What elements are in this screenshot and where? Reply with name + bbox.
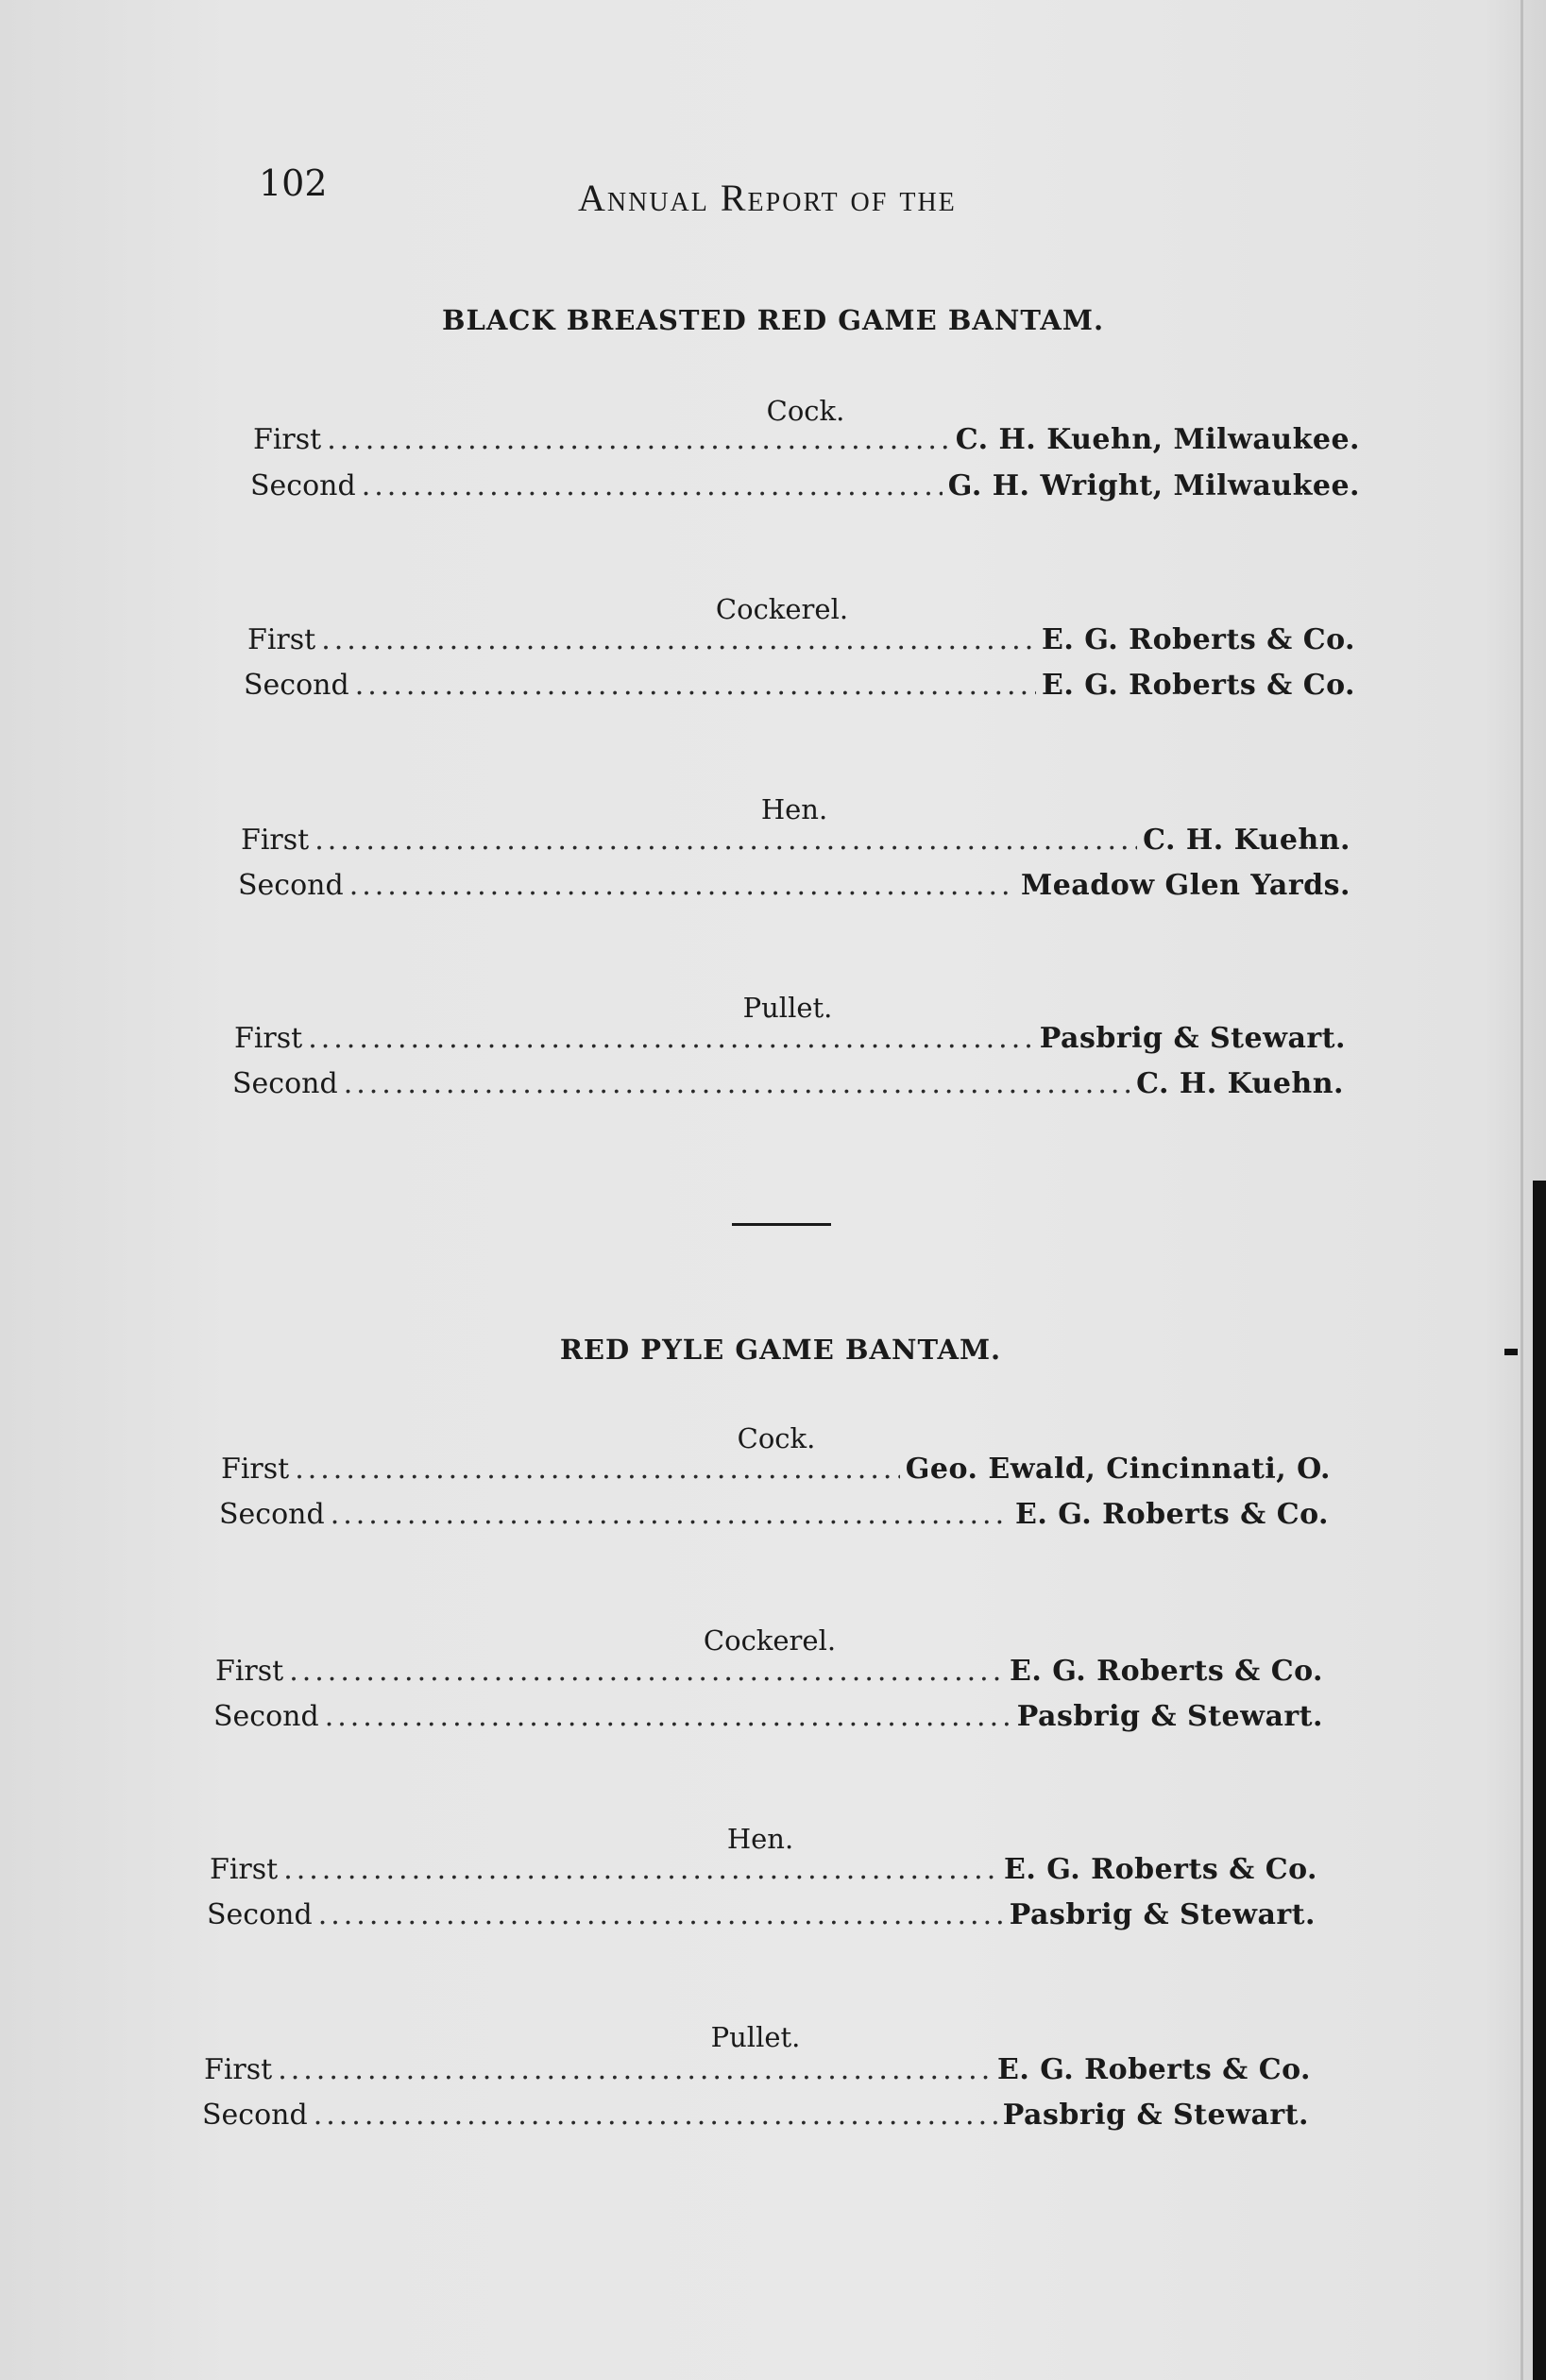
dot-leader (349, 869, 1015, 902)
group-title: Pullet. (742, 992, 833, 1024)
dot-leader (314, 2099, 997, 2132)
entry-place: First (241, 824, 310, 857)
group-title: Cock. (737, 1422, 816, 1454)
entry-place: First (204, 2053, 273, 2086)
award-entry (232, 1067, 1344, 1101)
entry-winner: E. G. Roberts & Co. (1014, 1498, 1329, 1531)
award-entry (213, 1700, 1323, 1734)
entry-place: First (215, 1655, 284, 1688)
entry-winner: E. G. Roberts & Co. (1009, 1655, 1323, 1688)
entry-winner: C. H. Kuehn. (1136, 1067, 1344, 1100)
entry-place: Second (213, 1700, 319, 1733)
entry-place: Second (238, 869, 344, 902)
award-entry (207, 1898, 1316, 1932)
dot-leader (321, 623, 1036, 656)
page-edge-shadow (1521, 0, 1523, 2380)
dot-leader (344, 1067, 1130, 1100)
entry-winner: E. G. Roberts & Co. (996, 2053, 1311, 2086)
award-entry (219, 1498, 1329, 1532)
group-title: Hen. (726, 1823, 794, 1855)
entry-place: Second (202, 2099, 308, 2132)
group-title: Cockerel. (715, 593, 849, 625)
page-number: 102 (259, 162, 328, 204)
entry-place: Second (244, 669, 349, 702)
page-header (255, 162, 1388, 229)
award-entry (221, 1453, 1331, 1487)
entry-place: Second (219, 1498, 325, 1531)
dot-leader (314, 824, 1137, 857)
entry-winner: C. H. Kuehn. (1143, 824, 1351, 857)
entry-winner: Pasbrig & Stewart. (1002, 2099, 1309, 2132)
entry-place: Second (232, 1067, 338, 1100)
award-entry (253, 423, 1360, 457)
group-title: Pullet. (710, 2021, 801, 2053)
entry-winner: C. H. Kuehn, Milwaukee. (955, 423, 1360, 456)
dot-leader (331, 1498, 1010, 1531)
award-entry (204, 2053, 1311, 2087)
award-entry (244, 669, 1355, 703)
award-entry (238, 869, 1351, 903)
dot-leader (318, 1898, 1004, 1931)
entry-winner: Pasbrig & Stewart. (1016, 1700, 1323, 1733)
award-entry (234, 1022, 1346, 1056)
entry-winner: Meadow Glen Yards. (1021, 869, 1351, 902)
dot-leader (289, 1655, 1004, 1688)
entry-place: First (210, 1853, 279, 1886)
entry-place: First (234, 1022, 303, 1055)
award-entry (241, 824, 1351, 858)
group-title: Cockerel. (703, 1624, 837, 1657)
entry-winner: E. G. Roberts & Co. (1003, 1853, 1317, 1886)
dot-leader (308, 1022, 1034, 1055)
group-title: Hen. (760, 793, 828, 825)
dot-leader (362, 469, 943, 502)
running-title: Annual Report of the (578, 177, 957, 219)
entry-place: First (247, 623, 316, 656)
entry-place: First (221, 1453, 290, 1486)
dot-leader (355, 669, 1036, 702)
dot-leader (295, 1453, 900, 1486)
section-title: RED PYLE GAME BANTAM. (559, 1334, 1002, 1366)
award-entry (250, 469, 1360, 503)
group-title: Cock. (766, 395, 845, 427)
award-entry (247, 623, 1355, 657)
award-entry (210, 1853, 1317, 1887)
entry-winner: Geo. Ewald, Cincinnati, O. (905, 1453, 1331, 1486)
entry-place: First (253, 423, 322, 456)
dot-leader (325, 1700, 1011, 1733)
entry-winner: Pasbrig & Stewart. (1009, 1898, 1316, 1931)
entry-place: Second (250, 469, 356, 502)
entry-place: Second (207, 1898, 313, 1931)
award-entry (215, 1655, 1323, 1689)
section-title: BLACK BREASTED RED GAME BANTAM. (441, 304, 1105, 336)
entry-winner: G. H. Wright, Milwaukee. (947, 469, 1360, 502)
award-entry (202, 2099, 1309, 2133)
entry-winner: E. G. Roberts & Co. (1041, 669, 1355, 702)
dot-leader (283, 1853, 998, 1886)
dot-leader (278, 2053, 992, 2086)
entry-winner: E. G. Roberts & Co. (1041, 623, 1355, 656)
entry-winner: Pasbrig & Stewart. (1039, 1022, 1346, 1055)
dot-leader (327, 423, 950, 456)
section-divider (732, 1223, 831, 1226)
